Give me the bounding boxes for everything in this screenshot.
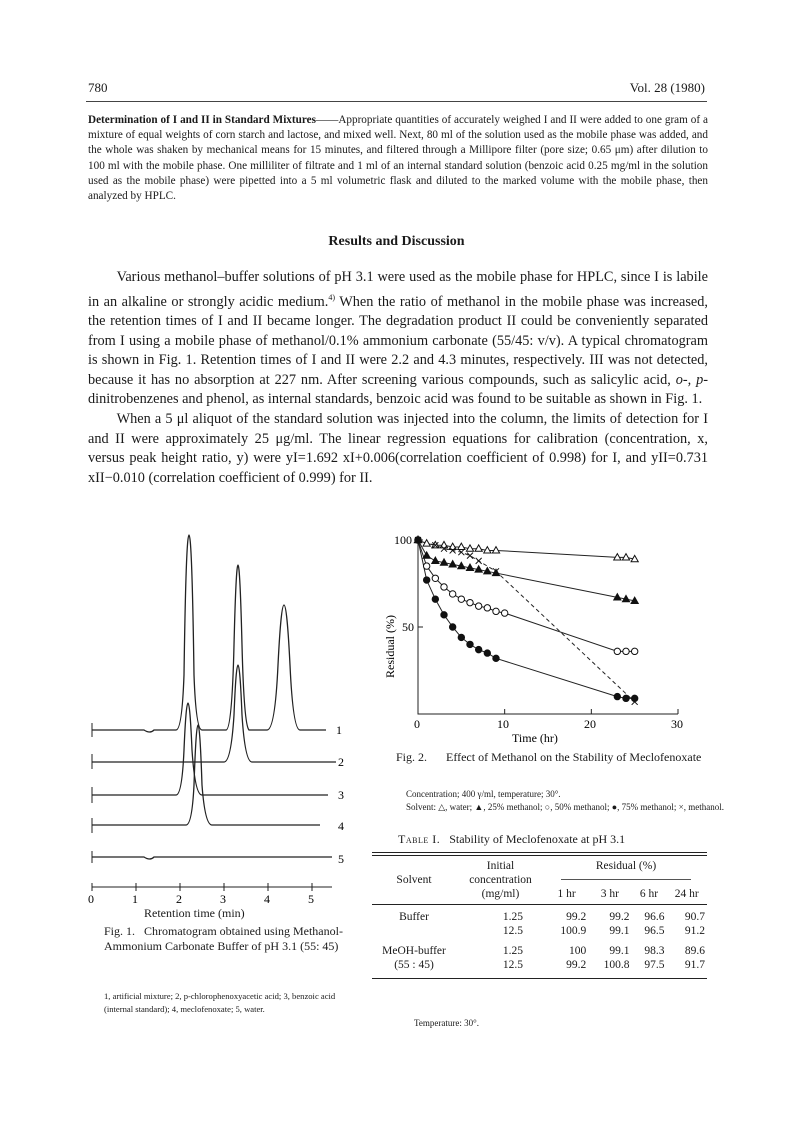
- body-paragraph-1: [88, 268, 708, 410]
- fig2-ytick-100: 100: [394, 533, 412, 547]
- data-point-75-methanol: [493, 655, 499, 661]
- table-label: Table I.: [398, 832, 441, 846]
- fig1-tick-3: 3: [220, 892, 226, 906]
- trace-label-5: 5: [338, 852, 344, 866]
- data-point-50-methanol: [484, 605, 490, 611]
- cell-6hr: 96.5: [644, 925, 665, 937]
- data-point-water: [492, 547, 499, 553]
- fig1-caption-number: Fig. 1.: [104, 924, 136, 938]
- th-initial-2: concentration: [469, 874, 532, 886]
- th-6hr: 6 hr: [639, 888, 659, 900]
- th-1hr: 1 hr: [557, 888, 576, 900]
- data-point-50-methanol: [631, 648, 637, 654]
- fig1-x-axis: [92, 883, 332, 891]
- intro-paragraph: [88, 113, 708, 204]
- data-point-75-methanol: [614, 693, 620, 699]
- data-point-50-methanol: [501, 610, 507, 616]
- trace-label-2: 2: [338, 755, 344, 769]
- fig1-tick-2: 2: [176, 892, 182, 906]
- data-point-50-methanol: [441, 584, 447, 590]
- cell-6hr: 97.5: [644, 959, 665, 971]
- data-point-75-methanol: [631, 695, 637, 701]
- body-text: [88, 268, 708, 488]
- th-3hr: 3 hr: [600, 888, 619, 900]
- fig1-caption-text: Chromatogram obtained using Methanol-Ammonium Carbonate Buffer of pH 3.1 (55: 45): [104, 924, 343, 953]
- fig2-note-concentration: Concentration; 400 γ/ml, temperature; 30°.: [406, 789, 561, 799]
- header-rule: [86, 101, 707, 102]
- cell-1hr: 99.2: [566, 911, 587, 923]
- data-point-75-methanol: [423, 577, 429, 583]
- cell-solvent: (55 : 45): [394, 959, 434, 971]
- fig2-caption-number: Fig. 2.: [396, 750, 428, 764]
- cell-1hr: 99.2: [566, 959, 587, 971]
- para1-part-c: dinitrobenzenes and phenol, as internal standards, benzoic acid was found to be suitable as shown in Fig. 1.: [88, 391, 703, 408]
- fig2-x-label: Time (hr): [512, 731, 558, 745]
- cell-3hr: 100.8: [603, 959, 630, 971]
- data-point-75-methanol: [449, 624, 455, 630]
- data-point-50-methanol: [449, 591, 455, 597]
- cell-solvent: MeOH-buffer: [382, 945, 446, 957]
- table-title: Stability of Meclofenoxate at pH 3.1: [449, 832, 626, 846]
- fig2-note-solvent: Solvent: △, water; ▲, 25% methanol; ○, 50% methanol; ●, 75% methanol; ×, methanol.: [406, 801, 724, 812]
- body-paragraph-2: When a 5 μl aliquot of the standard solution was injected into the column, the limits of detection for I and II were approximately 25 μg/ml. The linear regression equations for calibration (concentration, x, versus peak height ratio, y) were yI=1.692 xI+0.006(correlation coefficient of 0.998) for I, and yII=0.731 xII−0.010 (correlation coefficient of 0.999) for II.: [88, 410, 708, 486]
- fig1-note: 1, artificial mixture; 2, p-chlorophenoxyacetic acid; 3, benzoic acid (internal standard); 4, meclofenoxate; 5, water.: [104, 991, 336, 1014]
- cell-6hr: 96.6: [644, 911, 665, 923]
- cell-conc: 1.25: [502, 911, 523, 923]
- fig2-caption: [396, 750, 716, 765]
- data-point-methanol: [476, 558, 482, 564]
- fig1-tick-1: 1: [132, 892, 138, 906]
- fig2-stability-chart: [376, 530, 706, 745]
- cell-1hr: 100.9: [560, 925, 587, 937]
- data-point-50-methanol: [423, 563, 429, 569]
- cell-3hr: 99.2: [609, 911, 630, 923]
- trace-1: [92, 535, 326, 732]
- data-point-50-methanol: [623, 648, 629, 654]
- cell-conc: 1.25: [502, 945, 523, 957]
- cell-24hr: 91.2: [684, 925, 705, 937]
- table-footnote: Temperature: 30°.: [414, 1018, 479, 1028]
- data-point-50-methanol: [475, 603, 481, 609]
- trace-label-4: 4: [338, 819, 344, 833]
- table-row: [372, 958, 707, 972]
- intro-text: Appropriate quantities of accurately weighed I and II were added to one gram of a mixture of equal weights of corn starch and lactose, and mixed well. Next, 80 ml of the solution used as the mobile phase was added, and the whole was shaken by mechanical means for 15 minutes, and filtered through a Millipore filter (pore size; 0.65 μm) after dilution to 100 ml with the mobile phase. One milliliter of filtrate and 1 ml of an internal standard solution (benzoic acid 0.25 mg/ml in the solution used as the mobile phase) were pipetted into a 5 ml volumetric flask and diluted to the marked volume with the mobile phase, then analyzed by HPLC.: [88, 114, 708, 203]
- th-initial-3: (mg/ml): [481, 888, 520, 900]
- data-point-75-methanol: [467, 641, 473, 647]
- th-24hr: 24 hr: [674, 888, 699, 900]
- fig2-xtick-10: 10: [497, 717, 509, 731]
- data-point-75-methanol: [441, 612, 447, 618]
- fig1-tick-4: 4: [264, 892, 270, 906]
- cell-solvent: Buffer: [399, 911, 429, 923]
- cell-conc: 12.5: [502, 959, 523, 971]
- fig1-x-label: Retention time (min): [144, 906, 245, 920]
- fig2-xtick-0: 0: [414, 717, 420, 731]
- trace-label-1: 1: [336, 723, 342, 737]
- cell-conc: 12.5: [502, 925, 523, 937]
- reference-mark: 4): [328, 292, 335, 302]
- th-initial-1: Initial: [486, 860, 515, 872]
- data-point-75-methanol: [484, 650, 490, 656]
- table-row: [372, 924, 707, 938]
- cell-24hr: 90.7: [684, 911, 705, 923]
- data-point-75-methanol: [475, 646, 481, 652]
- trace-label-3: 3: [338, 788, 344, 802]
- data-point-75-methanol: [623, 695, 629, 701]
- data-point-75-methanol: [458, 634, 464, 640]
- para1-part-b: When the ratio of methanol in the mobile phase was increased, the retention times of I and II became longer. The degradation product II could be conveniently separated from I using a mobile phase of methanol/0.1% ammonium carbonate (55/45: v/v). A typical chromatogram is shown in Fig. 1. Retention times of I and II were 2.2 and 4.3 minutes, respectively. III was not detected, because it has no absorption at 227 nm. After screening various compounds, such as salicylic acid,: [88, 293, 708, 388]
- cell-solvent: [372, 924, 456, 938]
- fig2-caption-text: Effect of Methanol on the Stability of Meclofenoxate: [446, 750, 702, 764]
- fig2-xtick-20: 20: [584, 717, 596, 731]
- data-point-25-methanol: [423, 552, 430, 558]
- fig1-tick-5: 5: [308, 892, 314, 906]
- data-point-75-methanol: [432, 596, 438, 602]
- data-point-25-methanol: [432, 557, 439, 563]
- volume-info: Vol. 28 (1980): [629, 80, 705, 95]
- data-point-water: [475, 545, 482, 551]
- table-row: [372, 944, 707, 958]
- intro-heading: Determination of I and II in Standard Mixtures: [88, 114, 316, 126]
- trace-2: [92, 665, 336, 762]
- fig1-chromatogram: [84, 525, 364, 910]
- trace-4: [92, 725, 320, 825]
- data-point-50-methanol: [458, 596, 464, 602]
- cell-3hr: 99.1: [609, 925, 630, 937]
- trace-3: [92, 703, 328, 795]
- cell-24hr: 91.7: [684, 959, 705, 971]
- para1-part-a: Various methanol–buffer solutions of pH 3.1 were used as the mobile phase for HPLC, since I is labile in an alkaline or strongly acidic medium.: [88, 269, 708, 310]
- intro-dash: ——: [315, 114, 339, 126]
- cell-24hr: 89.6: [684, 945, 705, 957]
- fig2-note: [406, 788, 726, 813]
- page-number: 780: [88, 80, 108, 95]
- th-solvent: Solvent: [396, 874, 432, 886]
- fig2-y-label: Residual (%): [383, 615, 397, 678]
- fig1-caption: [104, 924, 344, 953]
- data-point-50-methanol: [493, 608, 499, 614]
- cell-3hr: 99.1: [609, 945, 630, 957]
- th-residual: Residual (%): [595, 860, 657, 872]
- trace-5: [92, 857, 332, 859]
- data-point-water: [622, 554, 629, 560]
- data-point-50-methanol: [432, 575, 438, 581]
- cell-1hr: 100: [569, 945, 587, 957]
- fig2-ytick-50: 50: [402, 620, 414, 634]
- fig1-tick-0: 0: [88, 892, 94, 906]
- stability-table: [372, 852, 707, 979]
- data-point-water: [458, 543, 465, 549]
- data-point-50-methanol: [614, 648, 620, 654]
- data-point-methanol: [467, 553, 473, 559]
- table-caption: [398, 832, 625, 847]
- section-title: Results and Discussion: [328, 234, 465, 249]
- fig2-xtick-30: 30: [671, 717, 683, 731]
- table-row: [372, 910, 707, 924]
- cell-6hr: 98.3: [644, 945, 665, 957]
- data-point-50-methanol: [467, 599, 473, 605]
- para1-italic: o-, p-: [675, 371, 708, 388]
